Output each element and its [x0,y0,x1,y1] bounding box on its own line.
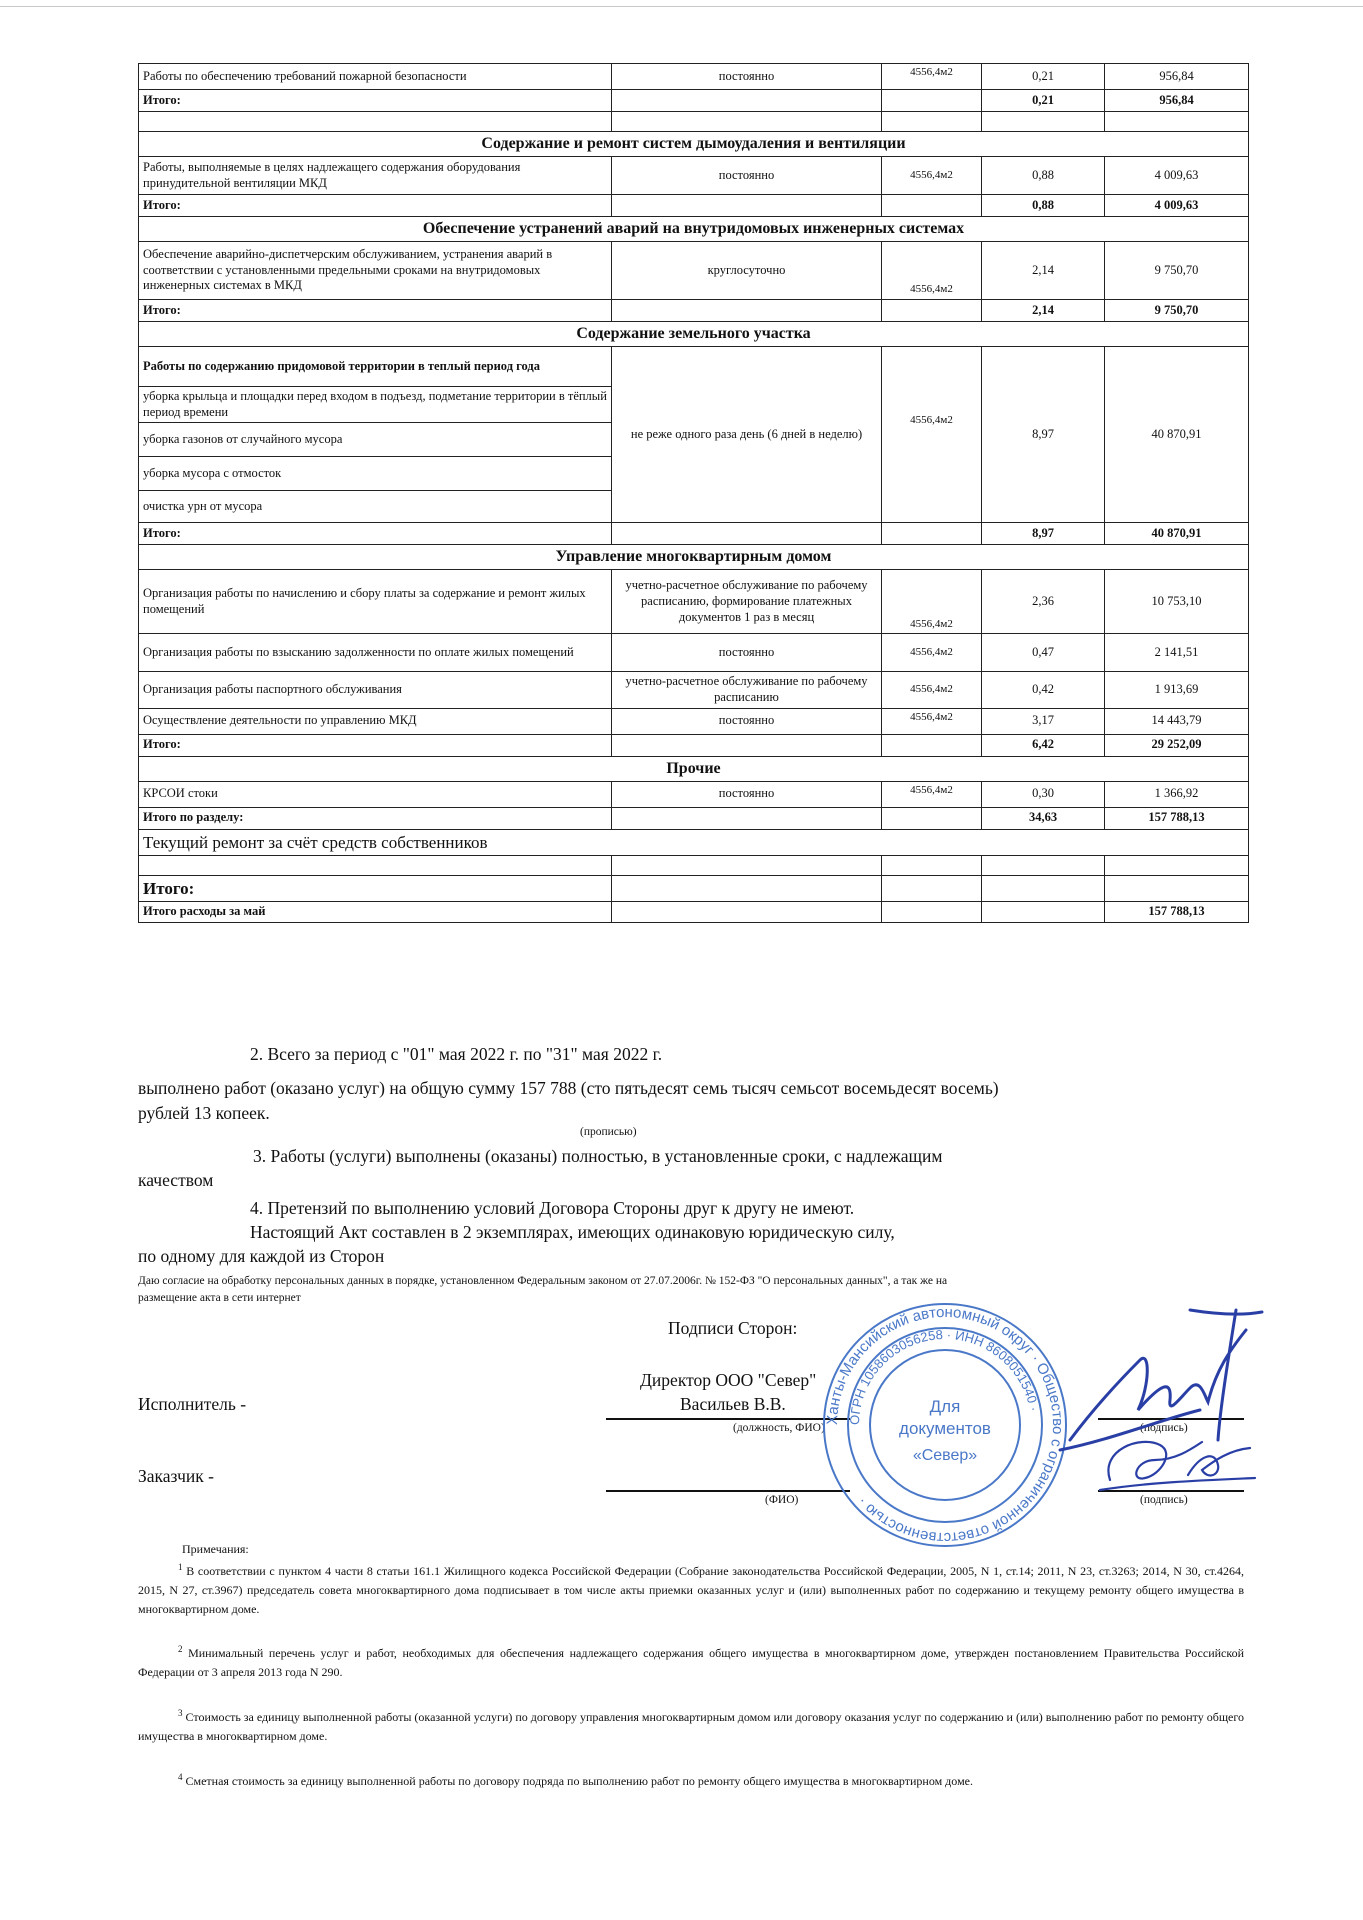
customer-name-line [606,1490,850,1492]
repair-section-title: Текущий ремонт за счёт средств собственников [139,829,1249,855]
period-cell: постоянно [612,634,882,672]
period-cell: постоянно [612,157,882,195]
land-item-cell: уборка газонов от случайного мусора [139,423,612,457]
work-cell: Итого: [139,300,612,322]
executor-position-caption: (должность, ФИО) [733,1422,825,1434]
period-cell: учетно-расчетное обслуживание по рабочему расписанию [612,672,882,708]
rate-cell: 6,42 [982,734,1105,756]
area-cell: 4556,4м2 [882,242,982,300]
land-item-cell: очистка урн от мусора [139,491,612,523]
empty-cell [1105,855,1249,875]
section-title: Прочие [139,756,1249,781]
notes-title: Примечания: [182,1542,249,1556]
scan-edge-line [0,6,1363,7]
customer-name-caption: (ФИО) [765,1494,799,1506]
executor-position: Директор ООО "Север" [640,1370,817,1390]
sum-cell: 157 788,13 [1105,902,1249,923]
work-cell: Организация работы по начислению и сбору платы за содержание и ремонт жилых помещений [139,570,612,634]
customer-signature [1090,1420,1260,1510]
empty-cell [882,902,982,923]
period-cell: учетно-расчетное обслуживание по рабочему расписанию, формирование платежных документов 1 раз в месяц [612,570,882,634]
land-item-cell: уборка мусора с отмосток [139,457,612,491]
total-row [139,300,1249,322]
sum-cell: 1 913,69 [1105,672,1249,708]
rate-cell: 0,47 [982,634,1105,672]
service-row [139,708,1249,734]
work-cell: Работы по обеспечению требований пожарной безопасности [139,64,612,90]
empty-cell [882,855,982,875]
note-2 [138,1642,1244,1682]
total-row [139,807,1249,829]
service-row [139,157,1249,195]
sum-cell: 10 753,10 [1105,570,1249,634]
work-cell: КРСОИ стоки [139,781,612,807]
note-1 [138,1560,1244,1620]
sum-cell: 956,84 [1105,64,1249,90]
sum-cell: 4 009,63 [1105,195,1249,217]
sum-cell: 956,84 [1105,90,1249,112]
period-cell [612,734,882,756]
empty-cell [982,855,1105,875]
blank-row [139,855,1249,875]
sum-cell: 9 750,70 [1105,242,1249,300]
signatures-title: Подписи Сторон: [668,1318,798,1338]
section-header-row [139,545,1249,570]
section-title: Обеспечение устранений аварий на внутридомовых инженерных системах [139,217,1249,242]
executor-name: Васильев В.В. [680,1394,786,1414]
consent-line-1: Даю согласие на обработку персональных данных в порядке, установленном Федеральным законом от 27.07.2006г. № 152-ФЗ "О персональных данных", а так же на [138,1275,948,1287]
note-3-text: Стоимость за единицу выполненной работы (оказанной услуги) по договору управления многоквартирным домом или договору оказания услуг по содержанию и (или) выполнению работ по ремонту общего имущества в многоквартирном доме. [138,1710,1245,1744]
work-cell: Итого: [139,195,612,217]
area-cell: 4556,4м2 [882,634,982,672]
work-cell: Обеспечение аварийно-диспетчерским обслуживанием, устранения аварий в соответствии с установленными предельными сроками на внутридомовых инженерных системах в МКД [139,242,612,300]
rate-cell: 0,88 [982,195,1105,217]
sum-cell: 2 141,51 [1105,634,1249,672]
stamp-company-name: «Север» [912,1447,978,1464]
area-cell [882,300,982,322]
area-cell: 4556,4м2 [882,157,982,195]
amount-words-line: рублей 13 копеек. [138,1103,270,1123]
period-cell: постоянно [612,708,882,734]
services-table [138,63,1249,923]
total-row [139,734,1249,756]
work-cell: Итого: [139,90,612,112]
empty-cell [612,902,882,923]
land-item-cell: Работы по содержанию придомовой территории в теплый период года [139,347,612,387]
rate-cell: 0,21 [982,90,1105,112]
work-cell: Итого по разделу: [139,807,612,829]
repair-total-row [139,875,1249,901]
empty-cell [1105,875,1249,901]
empty-cell [1105,112,1249,132]
rate-cell: 0,30 [982,781,1105,807]
total-row [139,195,1249,217]
area-cell: 4556,4м2 [882,672,982,708]
sum-cell: 9 750,70 [1105,300,1249,322]
row-label: Итого: [139,523,612,545]
grand-total-row [139,902,1249,923]
period-cell: не реже одного раза день (6 дней в неделю) [612,347,882,523]
service-row [139,64,1249,90]
service-row [139,781,1249,807]
note-2-text: Минимальный перечень услуг и работ, необходимых для обеспечения надлежащего содержания общего имущества в многоквартирном доме, утвержден постановлением Правительства Российской Федерации от 3 апреля 2013 года N 290. [138,1646,1245,1680]
section-header-row [139,217,1249,242]
period-cell: постоянно [612,64,882,90]
in-words-caption: (прописью) [580,1126,637,1138]
row-label: Итого: [139,875,612,901]
rate-cell: 0,88 [982,157,1105,195]
period-cell [612,90,882,112]
stamp-center-2: документов [899,1419,991,1438]
empty-cell [612,112,882,132]
executor-sign-caption: (подпись) [1140,1422,1188,1434]
section-title: Управление многоквартирным домом [139,545,1249,570]
note-1-mark: 1 [178,1562,183,1572]
row-label: Итого расходы за май [139,902,612,923]
empty-cell [139,855,612,875]
note-4 [138,1770,1244,1791]
note-4-text: Сметная стоимость за единицу выполненной работы по договору подряда по выполнению работ по ремонту общего имущества в многоквартирном доме. [185,1774,973,1788]
area-cell: 4556,4м2 [882,64,982,90]
area-cell [882,90,982,112]
sum-cell: 1 366,92 [1105,781,1249,807]
empty-cell [612,855,882,875]
clause-4: 4. Претензий по выполнению условий Договора Стороны друг к другу не имеют. [250,1198,855,1218]
stamp-ring-text: Ханты-Мансийский автономный округ · Общество с ограниченной ответственностью · [823,1303,1067,1547]
period-cell: постоянно [612,781,882,807]
empty-cell [982,902,1105,923]
area-cell [882,734,982,756]
blank-row [139,112,1249,132]
section-title: Содержание земельного участка [139,322,1249,347]
work-cell: Организация работы по взысканию задолженности по оплате жилых помещений [139,634,612,672]
area-cell [882,195,982,217]
note-4-mark: 4 [178,1772,183,1782]
sum-cell: 40 870,91 [1105,523,1249,545]
period-cell [612,195,882,217]
period-total-line: 2. Всего за период с "01" мая 2022 г. по "31" мая 2022 г. [250,1044,663,1064]
rate-cell: 8,97 [982,347,1105,523]
empty-cell [982,875,1105,901]
executor-position-line [606,1418,850,1420]
period-cell [612,807,882,829]
customer-sign-caption: (подпись) [1140,1494,1188,1506]
clause-5-cont: по одному для каждой из Сторон [138,1246,385,1266]
rate-cell: 2,36 [982,570,1105,634]
area-cell: 4556,4м2 [882,781,982,807]
clause-3-cont: качеством [138,1170,214,1190]
total-row [139,523,1249,545]
empty-cell [139,112,612,132]
service-row [139,672,1249,708]
empty-cell [882,875,982,901]
note-3-mark: 3 [178,1708,183,1718]
sum-cell: 157 788,13 [1105,807,1249,829]
area-cell: 4556,4м2 [882,347,982,523]
area-cell: 4556,4м2 [882,708,982,734]
empty-cell [982,112,1105,132]
clause-3: 3. Работы (услуги) выполнены (оказаны) полностью, в установленные сроки, с надлежащим [253,1146,943,1166]
period-cell: круглосуточно [612,242,882,300]
rate-cell: 0,42 [982,672,1105,708]
empty-cell [882,112,982,132]
area-cell [882,807,982,829]
stamp-inner-text: ОГРН 1058603056258 · ИНН 8608051540 · [846,1326,1042,1426]
total-row [139,90,1249,112]
service-row [139,634,1249,672]
area-cell: 4556,4м2 [882,570,982,634]
rate-cell: 3,17 [982,708,1105,734]
empty-cell [612,875,882,901]
clause-5: Настоящий Акт составлен в 2 экземплярах, имеющих одинаковую юридическую силу, [250,1222,895,1242]
service-row [139,242,1249,300]
rate-cell: 34,63 [982,807,1105,829]
section-header-row [139,132,1249,157]
sum-cell: 29 252,09 [1105,734,1249,756]
sum-cell: 4 009,63 [1105,157,1249,195]
note-1-text: В соответствии с пунктом 4 части 8 статьи 161.1 Жилищного кодекса Российской Федерации (Собрание законодательства Российской Федерации, 2005, N 1, ст.14; 2011, N 23, ст.3263; 2014, N 30, ст.4264, 2015, N 27, ст.3967) председатель совета многоквартирного дома подписывает в том числе акты приемки оказанных услуг и (или) выполненных работ по содержанию и текущему ремонту общего имущества в многоквартирном доме. [138,1564,1244,1617]
empty-cell [612,523,882,545]
note-2-mark: 2 [178,1644,183,1654]
rate-cell: 2,14 [982,300,1105,322]
sum-cell: 40 870,91 [1105,347,1249,523]
period-cell [612,300,882,322]
repair-section-row [139,829,1249,855]
work-cell: Организация работы паспортного обслуживания [139,672,612,708]
consent-line-2: размещение акта в сети интернет [138,1292,301,1304]
work-cell: Итого: [139,734,612,756]
stamp-center-1: Для [929,1397,961,1416]
company-stamp [820,1300,1070,1550]
customer-label: Заказчик - [138,1466,214,1486]
amount-line: выполнено работ (оказано услуг) на общую сумму 157 788 (сто пятьдесят семь тысяч семьсот восемьдесят восемь) [138,1078,999,1098]
sum-cell: 14 443,79 [1105,708,1249,734]
executor-label: Исполнитель - [138,1394,247,1414]
work-cell: Работы, выполняемые в целях надлежащего содержания оборудования принудительной вентиляции МКД [139,157,612,195]
work-cell: Осуществление деятельности по управлению МКД [139,708,612,734]
section-header-row [139,322,1249,347]
services-table-body [139,64,1249,923]
service-row [139,570,1249,634]
empty-cell [882,523,982,545]
section-header-row [139,756,1249,781]
note-3 [138,1706,1244,1746]
rate-cell: 2,14 [982,242,1105,300]
rate-cell: 8,97 [982,523,1105,545]
land-item-cell: уборка крыльца и площадки перед входом в подъезд, подметание территории в тёплый период времени [139,387,612,423]
section-title: Содержание и ремонт систем дымоудаления и вентиляции [139,132,1249,157]
land-item-row [139,347,1249,387]
rate-cell: 0,21 [982,64,1105,90]
